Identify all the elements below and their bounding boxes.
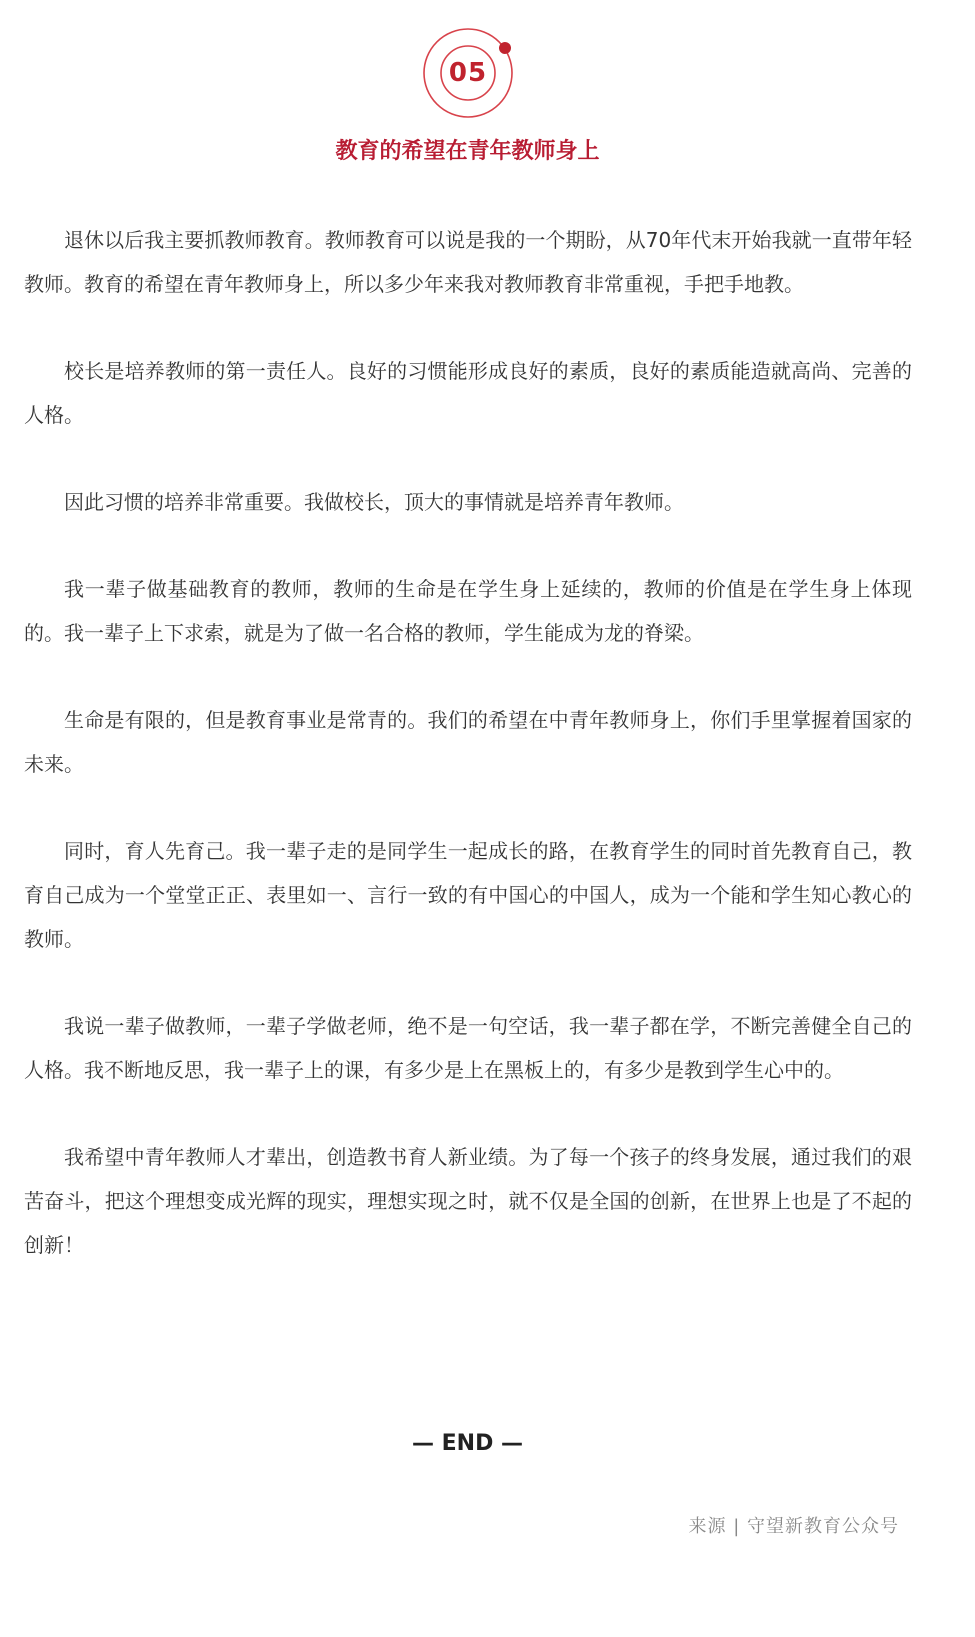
article-body <box>24 218 912 1310</box>
paragraph: 校长是培养教师的第一责任人。良好的习惯能形成良好的素质，良好的素质能造就高尚、完善的人格。 <box>24 359 912 427</box>
section-number: 05 <box>448 58 488 88</box>
paragraph: 生命是有限的，但是教育事业是常青的。我们的希望在中青年教师身上，你们手里掌握着国家的未来。 <box>24 708 912 776</box>
paragraph: 因此习惯的培养非常重要。我做校长，顶大的事情就是培养青年教师。 <box>64 490 684 514</box>
end-mark: — END — <box>411 1431 524 1456</box>
section-number-badge <box>421 26 515 120</box>
section-title: 教育的希望在青年教师身上 <box>335 139 600 164</box>
source-credit: 来源 | 守望新教育公众号 <box>688 1516 899 1537</box>
paragraph: 我说一辈子做教师，一辈子学做老师，绝不是一句空话，我一辈子都在学，不断完善健全自己的人格。我不断地反思，我一辈子上的课，有多少是上在黑板上的，有多少是教到学生心中的。 <box>24 1014 912 1082</box>
paragraph: 我希望中青年教师人才辈出，创造教书育人新业绩。为了每一个孩子的终身发展，通过我们的艰苦奋斗，把这个理想变成光辉的现实，理想实现之时，就不仅是全国的创新，在世界上也是了不起的创新！ <box>24 1145 912 1257</box>
paragraph: 同时，育人先育己。我一辈子走的是同学生一起成长的路，在教育学生的同时首先教育自己，教育自己成为一个堂堂正正、表里如一、言行一致的有中国心的中国人，成为一个能和学生知心教心的教师。 <box>24 839 912 951</box>
paragraph: 我一辈子做基础教育的教师，教师的生命是在学生身上延续的，教师的价值是在学生身上体现的。我一辈子上下求索，就是为了做一名合格的教师，学生能成为龙的脊梁。 <box>24 577 912 645</box>
paragraph: 退休以后我主要抓教师教育。教师教育可以说是我的一个期盼，从70年代末开始我就一直带年轻教师。教育的希望在青年教师身上，所以多少年来我对教师教育非常重视，手把手地教。 <box>24 228 912 296</box>
